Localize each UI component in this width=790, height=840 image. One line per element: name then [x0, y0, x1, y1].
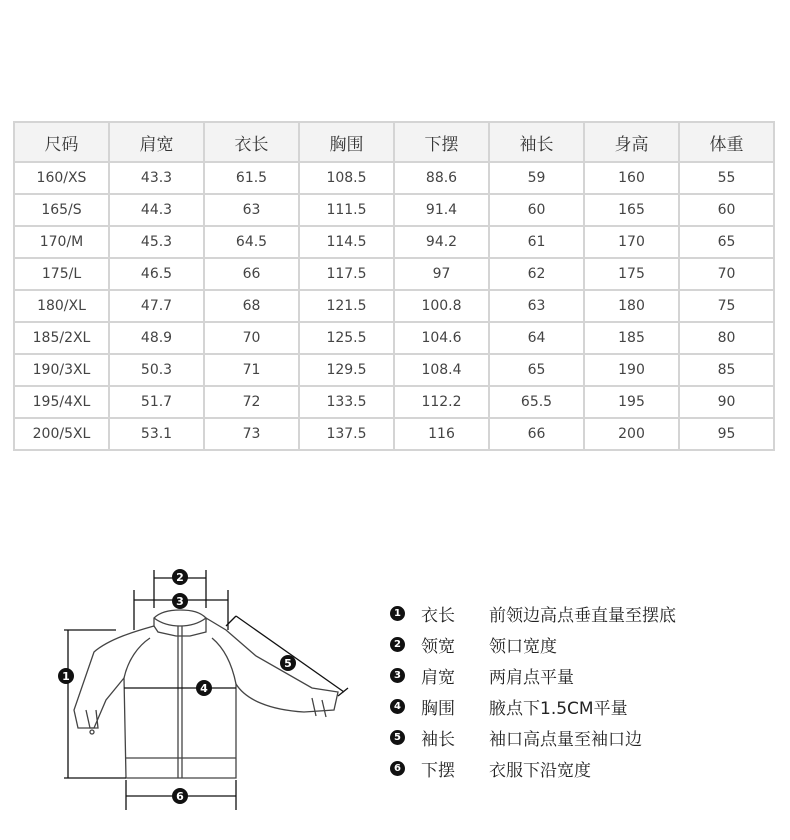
table-cell: 200/5XL	[14, 418, 109, 450]
legend-description: 前领边高点垂直量至摆底	[489, 606, 676, 626]
svg-text:4: 4	[200, 682, 208, 695]
table-row	[14, 322, 774, 354]
legend-item	[390, 629, 676, 660]
table-cell: 62	[489, 258, 584, 290]
legend-number-badge: 3	[390, 668, 405, 683]
table-cell: 68	[204, 290, 299, 322]
table-cell: 165/S	[14, 194, 109, 226]
table-cell: 64	[489, 322, 584, 354]
table-cell: 65.5	[489, 386, 584, 418]
table-cell: 59	[489, 162, 584, 194]
table-cell: 73	[204, 418, 299, 450]
legend-name: 胸围	[421, 699, 455, 719]
svg-text:5: 5	[284, 657, 292, 670]
table-cell: 117.5	[299, 258, 394, 290]
legend-number-badge: 2	[390, 637, 405, 652]
diagram-marker-6	[172, 788, 188, 804]
table-cell: 195	[584, 386, 679, 418]
table-cell: 70	[204, 322, 299, 354]
table-cell: 94.2	[394, 226, 489, 258]
table-cell: 137.5	[299, 418, 394, 450]
table-cell: 60	[679, 194, 774, 226]
table-cell: 108.5	[299, 162, 394, 194]
table-cell: 55	[679, 162, 774, 194]
diagram-markers	[58, 569, 296, 804]
table-cell: 190	[584, 354, 679, 386]
diagram-marker-1	[58, 668, 74, 684]
jacket-outline	[74, 618, 338, 778]
diagram-marker-4	[196, 680, 212, 696]
table-cell: 75	[679, 290, 774, 322]
svg-text:1: 1	[62, 670, 70, 683]
table-cell: 72	[204, 386, 299, 418]
table-cell: 160	[584, 162, 679, 194]
legend-item	[390, 691, 676, 722]
table-cell: 66	[204, 258, 299, 290]
legend-description: 袖口高点量至袖口边	[489, 730, 642, 750]
table-cell: 200	[584, 418, 679, 450]
column-header: 胸围	[299, 122, 394, 162]
table-cell: 114.5	[299, 226, 394, 258]
table-cell: 63	[489, 290, 584, 322]
legend-description: 腋点下1.5CM平量	[489, 699, 628, 719]
table-row	[14, 418, 774, 450]
table-cell: 104.6	[394, 322, 489, 354]
svg-text:2: 2	[176, 571, 184, 584]
legend-number-badge: 6	[390, 761, 405, 776]
diagram-marker-5	[280, 655, 296, 671]
legend-item	[390, 660, 676, 691]
table-cell: 129.5	[299, 354, 394, 386]
table-cell: 95	[679, 418, 774, 450]
table-cell: 46.5	[109, 258, 204, 290]
table-cell: 116	[394, 418, 489, 450]
table-cell: 53.1	[109, 418, 204, 450]
diagram-marker-3	[172, 593, 188, 609]
table-cell: 65	[679, 226, 774, 258]
table-cell: 108.4	[394, 354, 489, 386]
table-cell: 61	[489, 226, 584, 258]
column-header: 下摆	[394, 122, 489, 162]
table-cell: 85	[679, 354, 774, 386]
legend-number-badge: 4	[390, 699, 405, 714]
table-cell: 175/L	[14, 258, 109, 290]
table-cell: 44.3	[109, 194, 204, 226]
table-cell: 185	[584, 322, 679, 354]
table-cell: 170/M	[14, 226, 109, 258]
column-header: 袖长	[489, 122, 584, 162]
table-cell: 112.2	[394, 386, 489, 418]
svg-text:6: 6	[176, 790, 184, 803]
column-header: 衣长	[204, 122, 299, 162]
legend-name: 衣长	[421, 606, 455, 626]
table-cell: 100.8	[394, 290, 489, 322]
table-cell: 175	[584, 258, 679, 290]
table-cell: 195/4XL	[14, 386, 109, 418]
table-row	[14, 290, 774, 322]
measurement-legend	[390, 598, 676, 784]
size-chart-table	[13, 121, 775, 451]
jacket-measurement-diagram	[50, 560, 370, 820]
table-cell: 45.3	[109, 226, 204, 258]
table-cell: 61.5	[204, 162, 299, 194]
table-cell: 180/XL	[14, 290, 109, 322]
table-cell: 43.3	[109, 162, 204, 194]
legend-item	[390, 598, 676, 629]
table-cell: 71	[204, 354, 299, 386]
table-cell: 170	[584, 226, 679, 258]
legend-description: 领口宽度	[489, 637, 557, 657]
table-cell: 65	[489, 354, 584, 386]
table-cell: 190/3XL	[14, 354, 109, 386]
table-row	[14, 258, 774, 290]
table-cell: 51.7	[109, 386, 204, 418]
table-row	[14, 354, 774, 386]
table-cell: 47.7	[109, 290, 204, 322]
legend-description: 两肩点平量	[489, 668, 574, 688]
table-cell: 70	[679, 258, 774, 290]
table-cell: 90	[679, 386, 774, 418]
table-cell: 97	[394, 258, 489, 290]
table-cell: 165	[584, 194, 679, 226]
legend-item	[390, 753, 676, 784]
legend-description: 衣服下沿宽度	[489, 761, 591, 781]
legend-name: 袖长	[421, 730, 455, 750]
table-cell: 121.5	[299, 290, 394, 322]
table-cell: 180	[584, 290, 679, 322]
legend-item	[390, 722, 676, 753]
table-cell: 88.6	[394, 162, 489, 194]
table-cell: 125.5	[299, 322, 394, 354]
table-cell: 133.5	[299, 386, 394, 418]
table-row	[14, 226, 774, 258]
table-cell: 60	[489, 194, 584, 226]
table-cell: 185/2XL	[14, 322, 109, 354]
legend-number-badge: 5	[390, 730, 405, 745]
table-cell: 48.9	[109, 322, 204, 354]
legend-name: 下摆	[421, 761, 455, 781]
column-header: 尺码	[14, 122, 109, 162]
table-cell: 160/XS	[14, 162, 109, 194]
svg-text:3: 3	[176, 595, 184, 608]
column-header: 体重	[679, 122, 774, 162]
legend-name: 肩宽	[421, 668, 455, 688]
legend-name: 领宽	[421, 637, 455, 657]
table-row	[14, 386, 774, 418]
diagram-marker-2	[172, 569, 188, 585]
table-cell: 111.5	[299, 194, 394, 226]
table-cell: 66	[489, 418, 584, 450]
table-cell: 91.4	[394, 194, 489, 226]
table-row	[14, 162, 774, 194]
table-cell: 80	[679, 322, 774, 354]
table-header-row	[14, 122, 774, 162]
table-cell: 64.5	[204, 226, 299, 258]
legend-number-badge: 1	[390, 606, 405, 621]
table-row	[14, 194, 774, 226]
column-header: 身高	[584, 122, 679, 162]
column-header: 肩宽	[109, 122, 204, 162]
table-cell: 50.3	[109, 354, 204, 386]
table-cell: 63	[204, 194, 299, 226]
